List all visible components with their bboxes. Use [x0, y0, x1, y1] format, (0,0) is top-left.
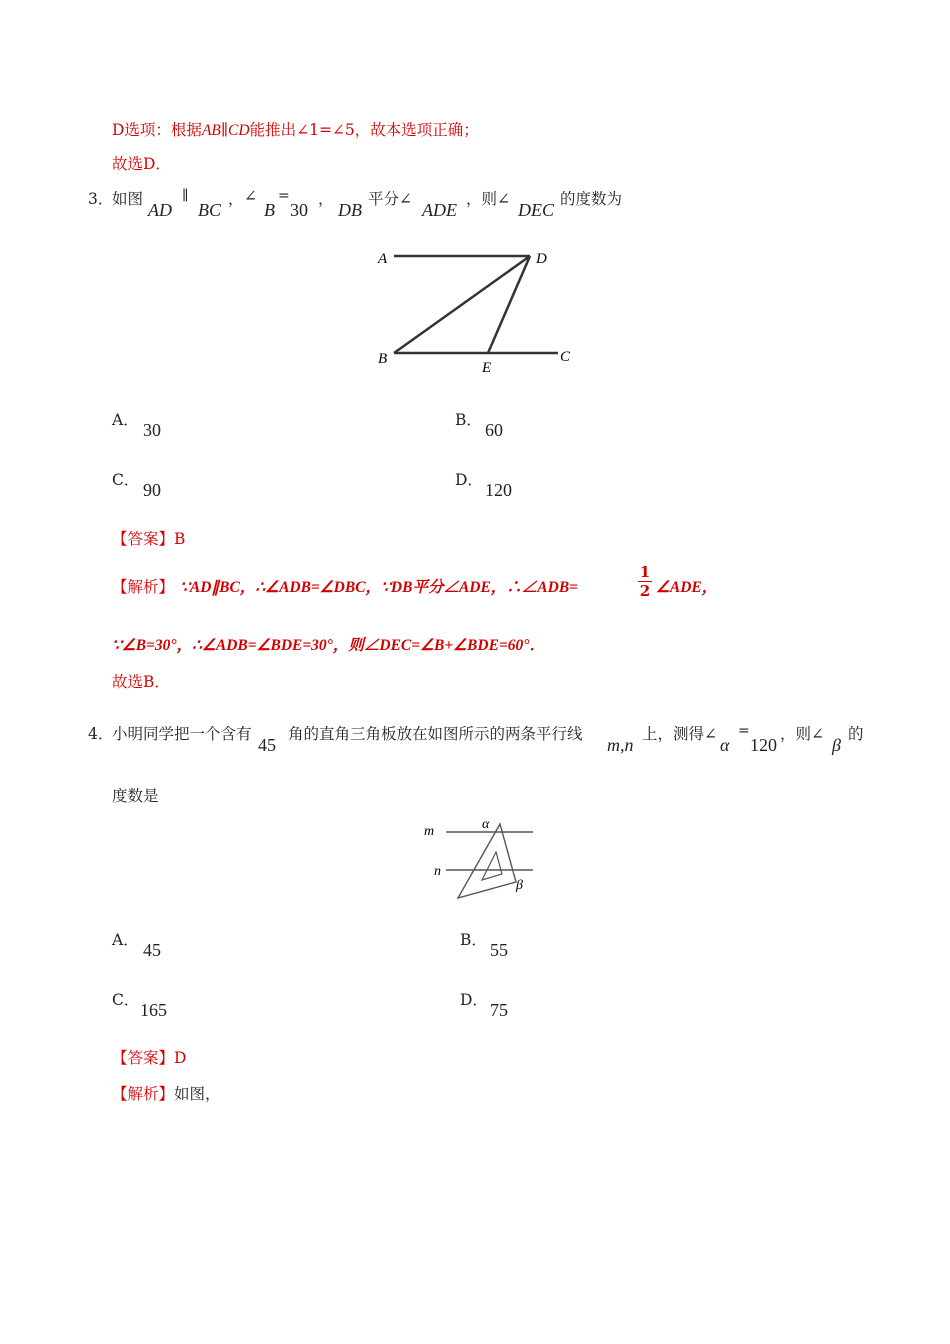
q3-conclusion: 故选B．	[112, 673, 170, 691]
q3-option-c-letter: C．	[112, 471, 140, 489]
q3-b: B	[264, 200, 275, 220]
q4-number: 4．	[88, 725, 114, 743]
q3-db: DB	[338, 200, 362, 220]
q3-analysis-line1a: ∵AD∥BC，∴∠ADB=∠DBC，∵DB平分∠ADE，∴∠ADB=	[180, 579, 579, 596]
label-b: B	[378, 351, 388, 367]
q4-alpha: α	[720, 735, 730, 755]
q3-thirty: 30	[290, 200, 308, 220]
label-beta: β	[516, 878, 523, 893]
q4-option-a-value: 45	[143, 940, 161, 960]
q3-pingfen: 平分∠	[368, 190, 412, 208]
q4-analysis-line: 【解析】如图，	[112, 1085, 221, 1103]
q4-onetwenty: 120	[750, 735, 777, 755]
label-m: m	[424, 824, 435, 839]
q3-comma: ，	[228, 190, 244, 208]
q4-option-b-value: 55	[490, 940, 508, 960]
q4-fortyfive: 45	[258, 735, 276, 755]
q4-t2: 角的直角三角板放在如图所示的两条平行线	[288, 725, 583, 743]
q3-analysis-label: 【解析】	[112, 578, 175, 596]
q3-option-b-value: 60	[485, 420, 503, 440]
q3-par: ∥	[182, 188, 189, 204]
q3-bc: BC	[198, 200, 222, 220]
q3-analysis-line1b: ∠ADE，	[656, 579, 718, 596]
q4-option-c-letter: C．	[112, 991, 140, 1009]
q3-option-d-value: 120	[485, 480, 512, 500]
q4-option-d-value: 75	[490, 1000, 508, 1020]
q3-option-a-letter: A．	[112, 411, 139, 429]
q3-text-ru: 如图	[112, 190, 144, 208]
label-n: n	[434, 864, 441, 879]
q3-answer-line: 【答案】B	[112, 530, 186, 548]
q3-ze: ，则∠	[466, 190, 510, 208]
q3-option-b-letter: B．	[455, 411, 482, 429]
q4-option-b-letter: B．	[460, 931, 487, 949]
q4-answer-line: 【答案】D	[112, 1049, 187, 1067]
q3-angle: ∠	[244, 187, 257, 205]
triangle-outer	[458, 824, 516, 898]
label-a: A	[378, 251, 388, 267]
label-e: E	[482, 360, 492, 376]
q4-t4: ，则∠	[780, 725, 824, 743]
q4-figure	[420, 812, 550, 902]
prev-d-option-line: D选项：根据AB∥CD能推出∠1=∠5，故本选项正确；	[112, 121, 479, 139]
q3-tail: 的度数为	[560, 190, 623, 208]
q4-t3: 上，测得∠	[642, 725, 717, 743]
q3-ad: AD	[148, 200, 172, 220]
q4-t6: 度数是	[112, 787, 159, 805]
q3-dec: DEC	[518, 200, 554, 220]
label-alpha: α	[482, 817, 490, 832]
q3-ade: ADE	[422, 200, 457, 220]
q4-option-c-value: 165	[140, 1000, 167, 1020]
q3-option-a-value: 30	[143, 420, 161, 440]
q3-number: 3．	[88, 190, 114, 208]
label-d: D	[536, 251, 547, 267]
triangle-inner	[482, 852, 502, 880]
q4-option-d-letter: D．	[460, 991, 488, 1009]
q4-option-a-letter: A．	[112, 931, 139, 949]
q3-option-c-value: 90	[143, 480, 161, 500]
prev-conclusion: 故选D．	[112, 155, 171, 173]
q3-figure	[370, 240, 580, 380]
label-c: C	[560, 349, 571, 365]
q3-eq: =	[278, 188, 290, 204]
q3-option-d-letter: D．	[455, 471, 483, 489]
q3-comma2: ，	[318, 190, 334, 208]
q3-fraction: 1 2	[639, 563, 651, 600]
q4-t5: 的	[848, 725, 864, 743]
q4-eq: =	[738, 723, 750, 739]
q4-beta: β	[832, 735, 841, 755]
q4-mn: m,n	[607, 735, 634, 755]
q4-t1: 小明同学把一个含有	[112, 725, 252, 743]
q3-analysis-line2: ∵∠B=30°，∴∠ADB=∠BDE=30°，则∠DEC=∠B+∠BDE=60°．	[112, 637, 545, 654]
